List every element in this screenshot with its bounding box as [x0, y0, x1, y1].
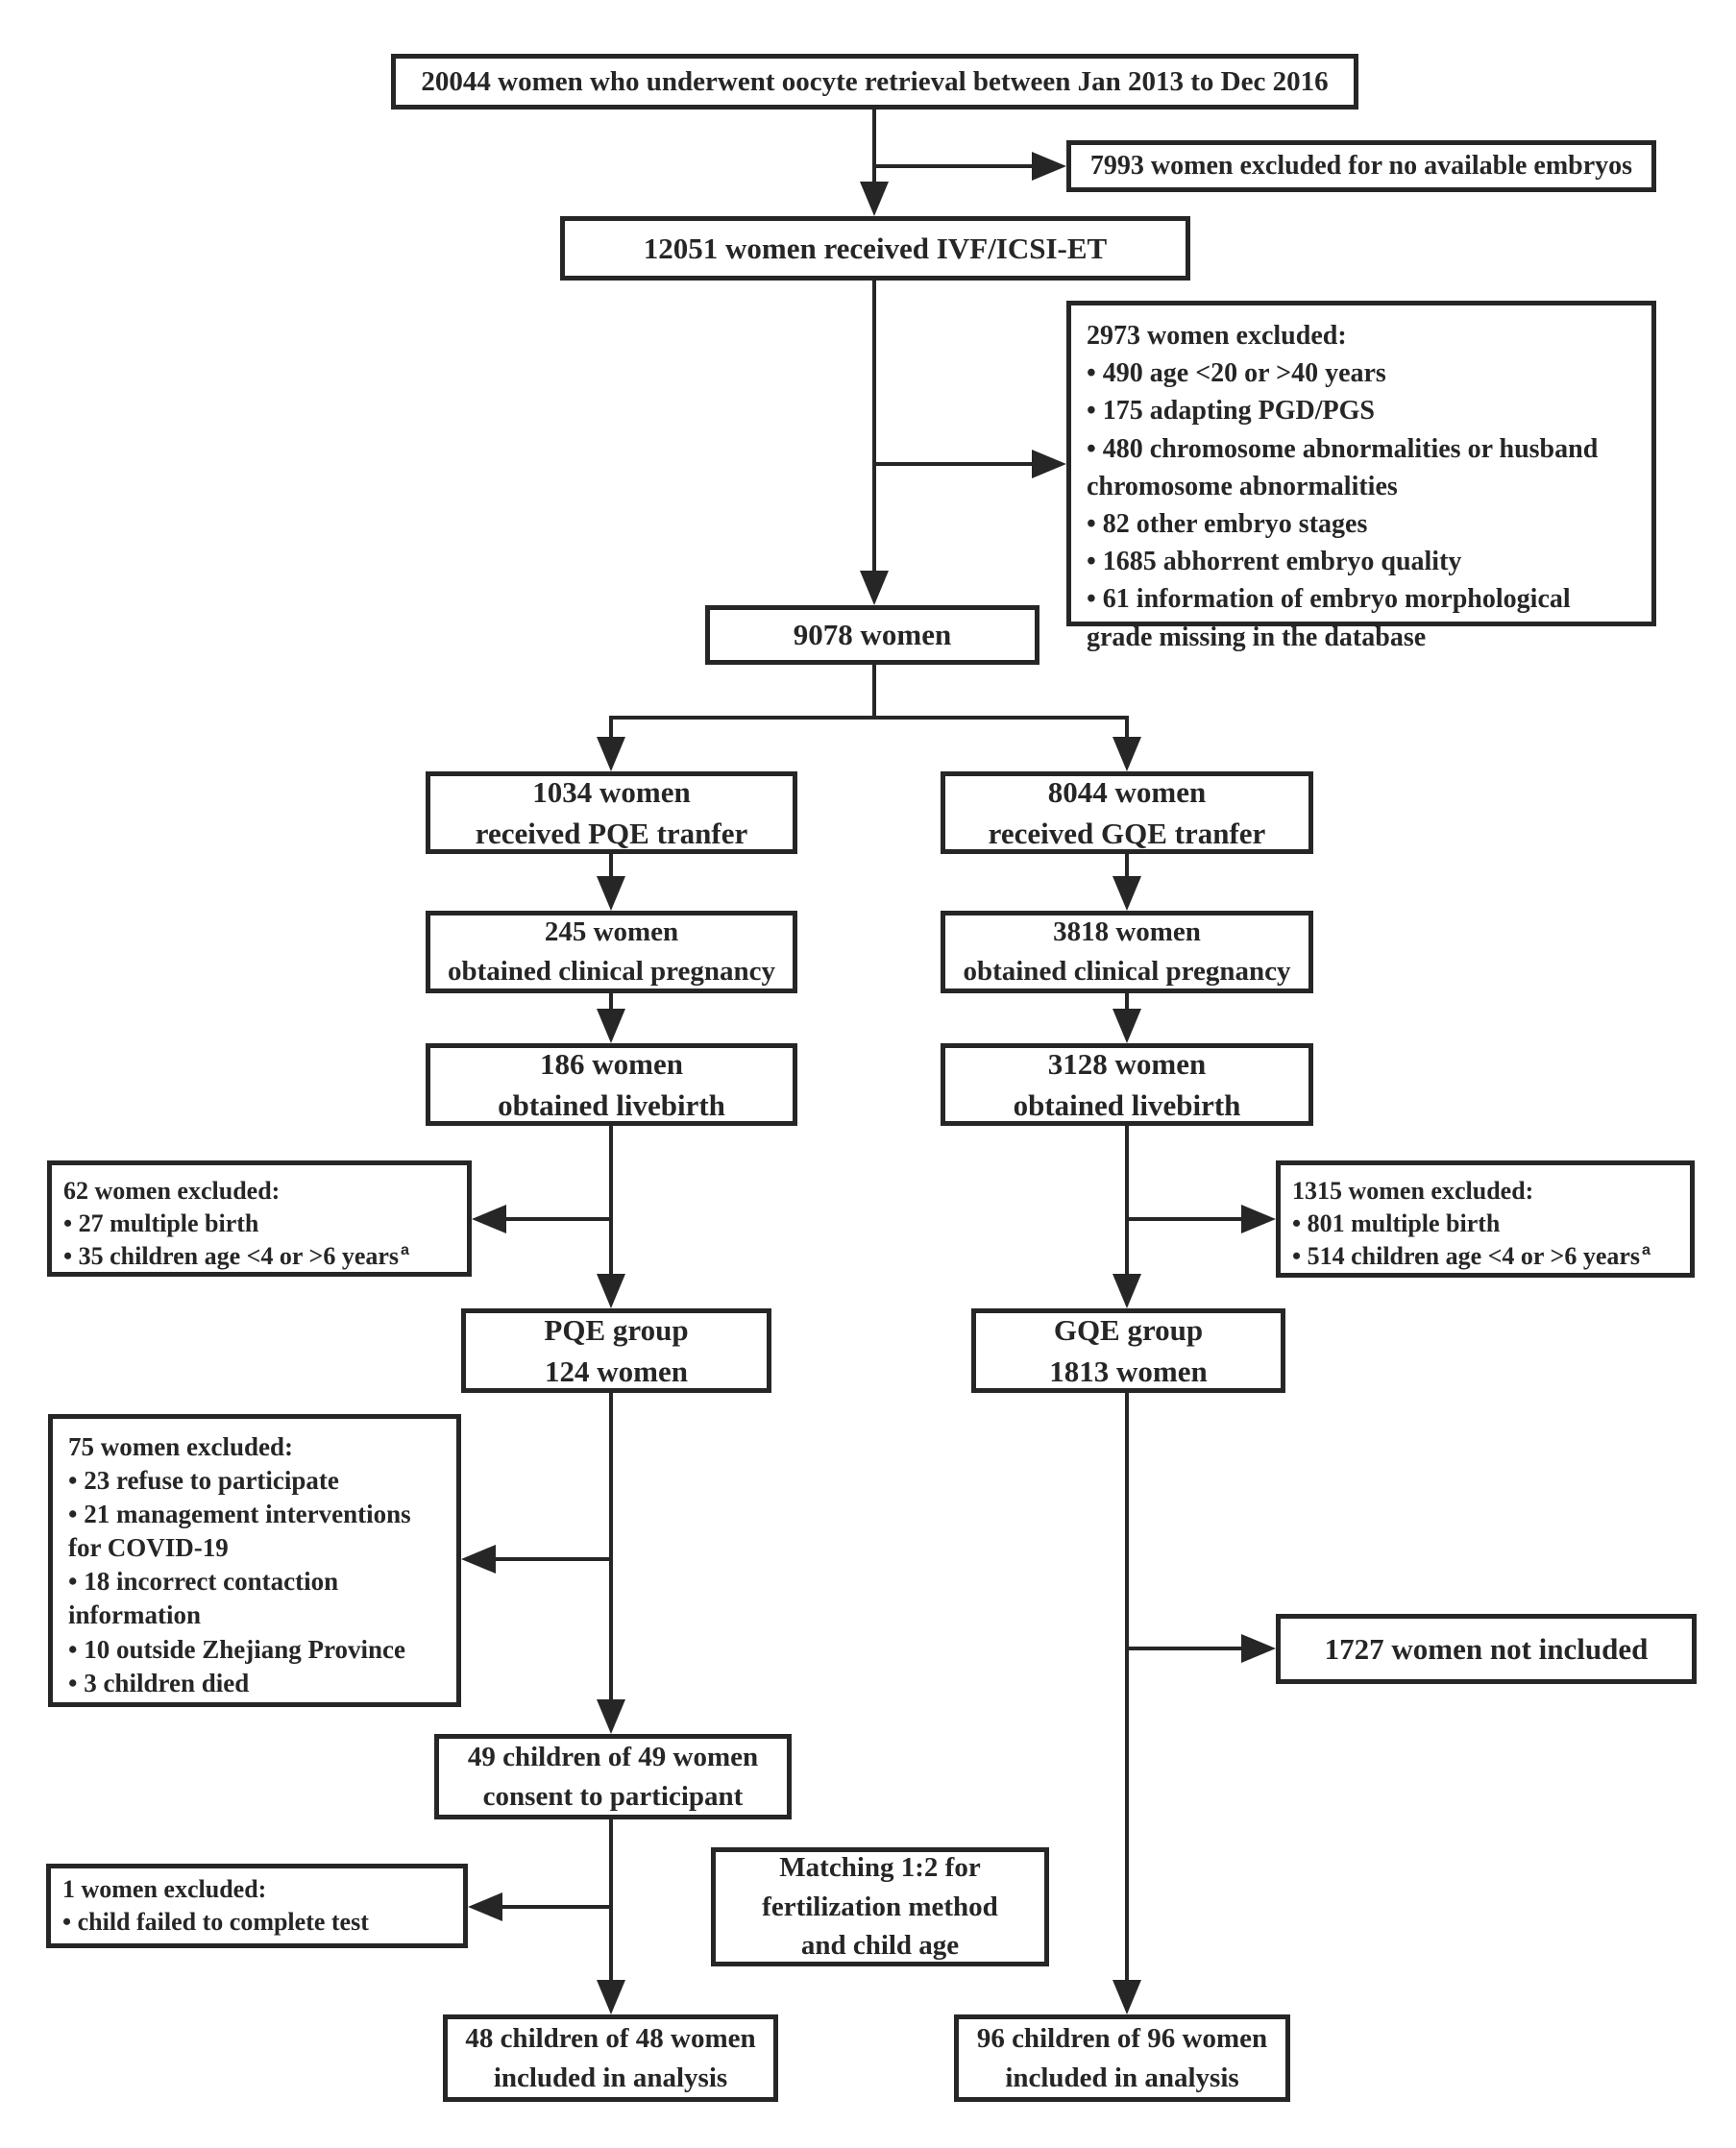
connector-pqe-transfer-to-preg — [609, 854, 613, 878]
box-excluded-62 — [47, 1160, 472, 1277]
excluded-2973-item: • 480 chromosome abnormalities or husband chromosome abnormalities — [1087, 433, 1599, 501]
connector-ivf-to-9078 — [872, 281, 876, 571]
box-consent-49 — [434, 1734, 792, 1819]
box-gqe-transfer-line1: 8044 women — [1047, 774, 1207, 809]
connector-split-right — [1125, 716, 1129, 739]
excluded-2973-item: • 61 information of embryo morphological grade missing in the database — [1087, 584, 1571, 652]
box-9078-women — [705, 605, 1039, 665]
connector-gqe-live-to-group — [1125, 1126, 1129, 1276]
box-matching-line2: fertilization method — [762, 1891, 998, 1922]
excluded-1315-item-last — [1292, 1240, 1678, 1273]
box-excluded-1 — [46, 1864, 468, 1948]
excluded-75-title: 75 women excluded: — [68, 1432, 293, 1461]
box-pqe-group-line1: PQE group — [544, 1312, 689, 1347]
box-analysis-48-line2: included in analysis — [493, 2062, 728, 2093]
connector-split-left — [609, 716, 613, 739]
box-pqe-pregnancy-line2: obtained clinical pregnancy — [447, 956, 776, 987]
arrowhead-into-analysis48 — [597, 1980, 625, 2014]
arrowhead-into-no-embryos — [1032, 152, 1066, 181]
box-excluded-no-embryos — [1066, 140, 1656, 192]
connector-branch-excl75 — [496, 1557, 611, 1561]
box-pqe-pregnancy — [426, 911, 797, 993]
box-1727-women — [1276, 1614, 1697, 1684]
box-oocyte-retrieval-text: 20044 women who underwent oocyte retrieval between Jan 2013 to Dec 2016 — [421, 65, 1329, 97]
box-analysis-48 — [443, 2014, 778, 2102]
excluded-75-item: • 18 incorrect contaction information — [68, 1567, 339, 1630]
box-gqe-group-line2: 1813 women — [1049, 1355, 1208, 1388]
arrowhead-into-2973 — [1032, 450, 1066, 478]
excluded-62-item: • 27 multiple birth — [63, 1208, 259, 1237]
box-excluded-75 — [48, 1414, 461, 1707]
box-pqe-livebirth-line2: obtained livebirth — [498, 1088, 725, 1122]
box-pqe-transfer-line2: received PQE tranfer — [475, 817, 748, 850]
arrowhead-into-consent49 — [597, 1699, 625, 1734]
connector-branch-2973 — [872, 462, 1032, 466]
arrowhead-into-gqe-transfer — [1113, 737, 1141, 771]
box-matching — [711, 1847, 1049, 1966]
excluded-1-item: • child failed to complete test — [62, 1908, 369, 1936]
excluded-62-last-text: • 35 children age <4 or >6 years — [63, 1241, 400, 1270]
arrowhead-into-pqe-preg — [597, 876, 625, 911]
connector-branch-excl1315 — [1125, 1217, 1241, 1221]
excluded-2973-item: • 1685 abhorrent embryo quality — [1087, 547, 1462, 577]
box-analysis-96-line1: 96 children of 96 women — [976, 2022, 1268, 2054]
excluded-2973-item: • 82 other embryo stages — [1087, 508, 1368, 539]
connector-split-bar — [609, 716, 1129, 720]
arrowhead-into-9078 — [860, 571, 889, 605]
box-gqe-livebirth-line2: obtained livebirth — [1013, 1088, 1241, 1122]
arrowhead-into-gqe-live — [1113, 1009, 1141, 1043]
box-gqe-pregnancy-line1: 3818 women — [1053, 916, 1201, 948]
box-gqe-livebirth-line1: 3128 women — [1047, 1046, 1207, 1081]
arrowhead-into-excl1 — [468, 1892, 502, 1921]
connector-consent-to-analysis48 — [609, 1819, 613, 1982]
excluded-2973-item: • 175 adapting PGD/PGS — [1087, 396, 1375, 427]
excluded-1-title: 1 women excluded: — [62, 1875, 267, 1904]
arrowhead-into-ivf — [860, 182, 889, 216]
connector-branch-no-embryos — [872, 164, 1032, 168]
excluded-62-item-last — [63, 1240, 455, 1273]
connector-branch-1727 — [1125, 1647, 1241, 1650]
box-excluded-2973 — [1066, 301, 1656, 652]
arrowhead-into-excl75 — [461, 1545, 496, 1574]
excluded-2973-item: • 490 age <20 or >40 years — [1087, 358, 1386, 389]
box-gqe-group-line1: GQE group — [1053, 1312, 1204, 1347]
connector-gqe-group-to-analysis96 — [1125, 1393, 1129, 1982]
arrowhead-into-1727 — [1241, 1634, 1276, 1663]
box-pqe-transfer-line1: 1034 women — [532, 774, 691, 809]
box-oocyte-retrieval — [391, 54, 1358, 110]
box-analysis-96 — [954, 2014, 1290, 2102]
box-gqe-transfer — [941, 771, 1313, 854]
box-matching-line3: and child age — [800, 1930, 960, 1962]
arrowhead-into-analysis96 — [1113, 1980, 1141, 2014]
connector-title-to-ivf — [872, 110, 876, 183]
excluded-1315-title: 1315 women excluded: — [1292, 1177, 1534, 1205]
box-consent-49-line2: consent to participant — [482, 1780, 744, 1812]
footnote-a-marker: a — [1642, 1240, 1650, 1258]
box-ivf-icsi — [560, 216, 1190, 281]
connector-pqe-group-to-consent — [609, 1393, 613, 1701]
box-pqe-transfer — [426, 771, 797, 854]
arrowhead-into-pqe-group — [597, 1274, 625, 1308]
box-pqe-group-line2: 124 women — [545, 1355, 688, 1388]
connector-9078-down — [872, 665, 876, 718]
excluded-62-title: 62 women excluded: — [63, 1177, 281, 1205]
excluded-75-item: • 23 refuse to participate — [68, 1466, 339, 1496]
excluded-75-item: • 3 children died — [68, 1668, 250, 1697]
arrowhead-into-pqe-transfer — [597, 737, 625, 771]
arrowhead-into-pqe-live — [597, 1009, 625, 1043]
box-matching-line1: Matching 1:2 for — [779, 1852, 981, 1884]
connector-pqe-live-to-group — [609, 1126, 613, 1276]
excluded-75-item: • 10 outside Zhejiang Province — [68, 1634, 405, 1664]
arrowhead-into-excl1315 — [1241, 1205, 1276, 1233]
box-pqe-group — [461, 1308, 771, 1393]
footnote-a-marker: a — [401, 1240, 409, 1258]
box-1727-women-text: 1727 women not included — [1324, 1631, 1649, 1666]
box-excluded-no-embryos-text: 7993 women excluded for no available embryos — [1089, 151, 1633, 182]
box-analysis-96-line2: included in analysis — [1005, 2062, 1239, 2093]
excluded-1315-item: • 801 multiple birth — [1292, 1208, 1501, 1237]
box-ivf-icsi-text: 12051 women received IVF/ICSI-ET — [643, 231, 1108, 265]
box-gqe-group — [971, 1308, 1285, 1393]
box-gqe-transfer-line2: received GQE tranfer — [988, 817, 1266, 850]
excluded-1315-last-text: • 514 children age <4 or >6 years — [1292, 1241, 1641, 1270]
box-consent-49-line1: 49 children of 49 women — [467, 1741, 759, 1772]
connector-branch-excl62 — [506, 1217, 611, 1221]
arrowhead-into-gqe-preg — [1113, 876, 1141, 911]
box-gqe-pregnancy-line2: obtained clinical pregnancy — [963, 956, 1291, 987]
excluded-2973-title: 2973 women excluded: — [1087, 321, 1347, 351]
arrowhead-into-excl62 — [472, 1205, 506, 1233]
connector-branch-excl1 — [502, 1905, 611, 1909]
box-pqe-livebirth — [426, 1043, 797, 1126]
box-gqe-livebirth — [941, 1043, 1313, 1126]
box-pqe-pregnancy-line1: 245 women — [544, 916, 679, 948]
excluded-75-item: • 21 management interventions for COVID-19 — [68, 1500, 411, 1563]
box-excluded-1315 — [1276, 1160, 1695, 1278]
box-9078-women-text: 9078 women — [793, 618, 952, 652]
box-analysis-48-line1: 48 children of 48 women — [465, 2022, 756, 2054]
arrowhead-into-gqe-group — [1113, 1274, 1141, 1308]
box-pqe-livebirth-line1: 186 women — [540, 1046, 683, 1081]
connector-gqe-transfer-to-preg — [1125, 854, 1129, 878]
box-gqe-pregnancy — [941, 911, 1313, 993]
